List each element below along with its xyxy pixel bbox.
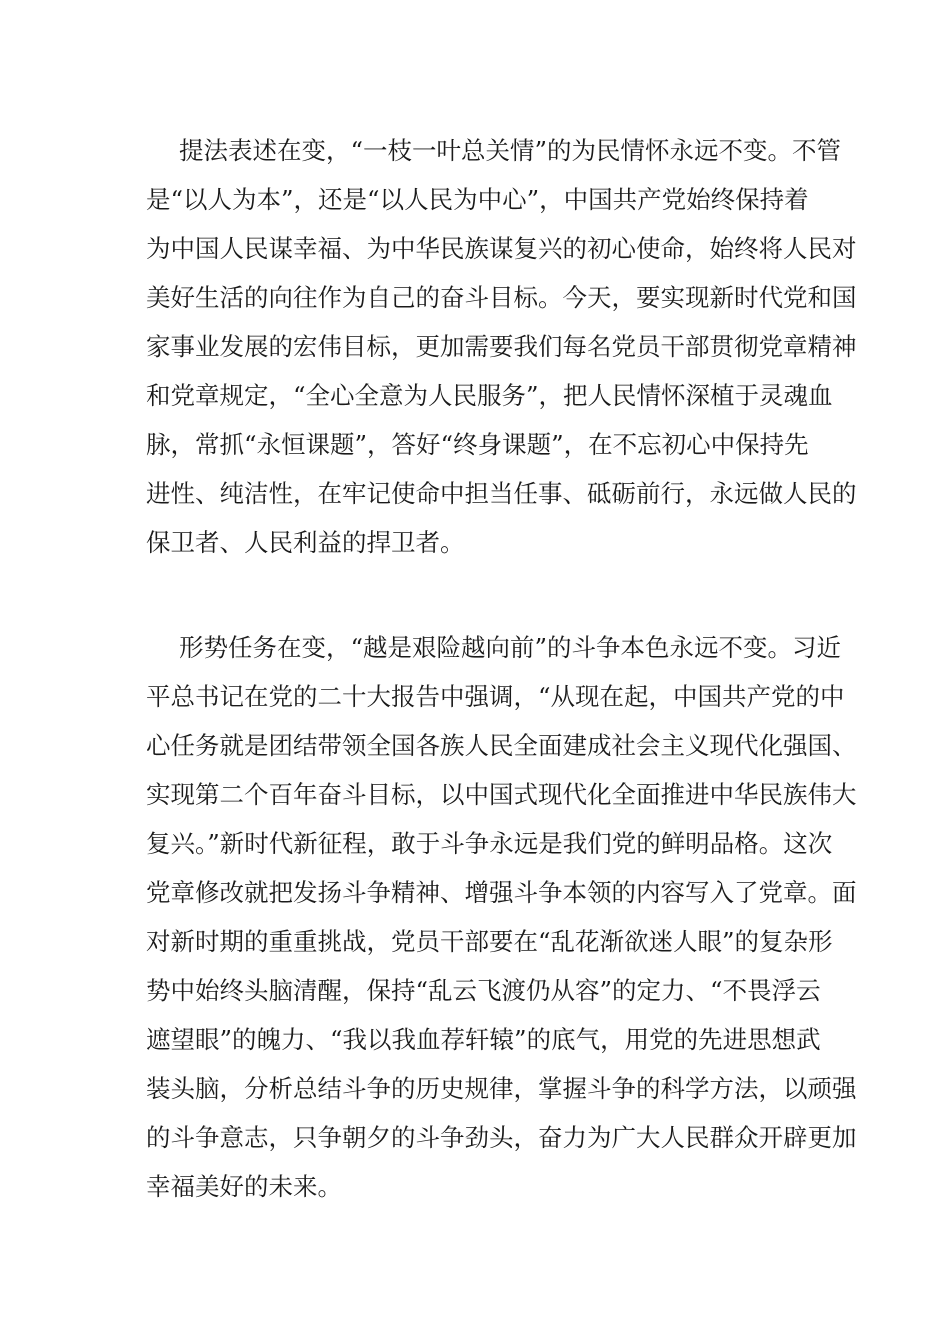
paragraph-line: 党章修改就把发扬斗争精神、增强斗争本领的内容写入了党章。面 [146,878,857,907]
paragraph-line: 装头脑，分析总结斗争的历史规律，掌握斗争的科学方法，以顽强 [146,1074,857,1103]
paragraph-line: 是“以人为本”，还是“以人民为中心”，中国共产党始终保持着 [146,185,809,214]
paragraph-line: 和党章规定，“全心全意为人民服务”，把人民情怀深植于灵魂血 [146,381,833,410]
paragraph-line: 美好生活的向往作为自己的奋斗目标。今天，要实现新时代党和国 [146,283,857,312]
paragraph-line: 的斗争意志，只争朝夕的斗争劲头，奋力为广大人民群众开辟更加 [146,1123,857,1152]
paragraph-line: 心任务就是团结带领全国各族人民全面建成社会主义现代化强国、 [146,731,857,760]
paragraph-line: 势中始终头脑清醒，保持“乱云飞渡仍从容”的定力、“不畏浮云 [146,976,821,1005]
paragraph-line: 进性、纯洁性，在牢记使命中担当任事、砥砺前行，永远做人民的 [146,479,857,508]
paragraph-line: 保卫者、人民利益的捍卫者。 [146,528,465,557]
paragraph-line: 提法表述在变，“一枝一叶总关情”的为民情怀永远不变。不管 [179,136,842,165]
paragraph-line: 为中国人民谋幸福、为中华民族谋复兴的初心使命，始终将人民对 [146,234,857,263]
paragraph-line: 脉，常抓“永恒课题”，答好“终身课题”，在不忘初心中保持先 [146,430,809,459]
paragraph-line: 遮望眼”的魄力、“我以我血荐轩辕”的底气，用党的先进思想武 [146,1025,821,1054]
paragraph-line: 平总书记在党的二十大报告中强调，“从现在起，中国共产党的中 [146,682,845,711]
paragraph-line: 实现第二个百年奋斗目标，以中国式现代化全面推进中华民族伟大 [146,780,857,809]
paragraph-line: 复兴。”新时代新征程，敢于斗争永远是我们党的鲜明品格。这次 [146,829,833,858]
paragraph-line: 形势任务在变，“越是艰险越向前”的斗争本色永远不变。习近 [179,633,842,662]
paragraph-line: 家事业发展的宏伟目标，更加需要我们每名党员干部贯彻党章精神 [146,332,857,361]
paragraph-line: 对新时期的重重挑战，党员干部要在“乱花渐欲迷人眼”的复杂形 [146,927,833,956]
paragraph-line: 幸福美好的未来。 [146,1172,342,1201]
